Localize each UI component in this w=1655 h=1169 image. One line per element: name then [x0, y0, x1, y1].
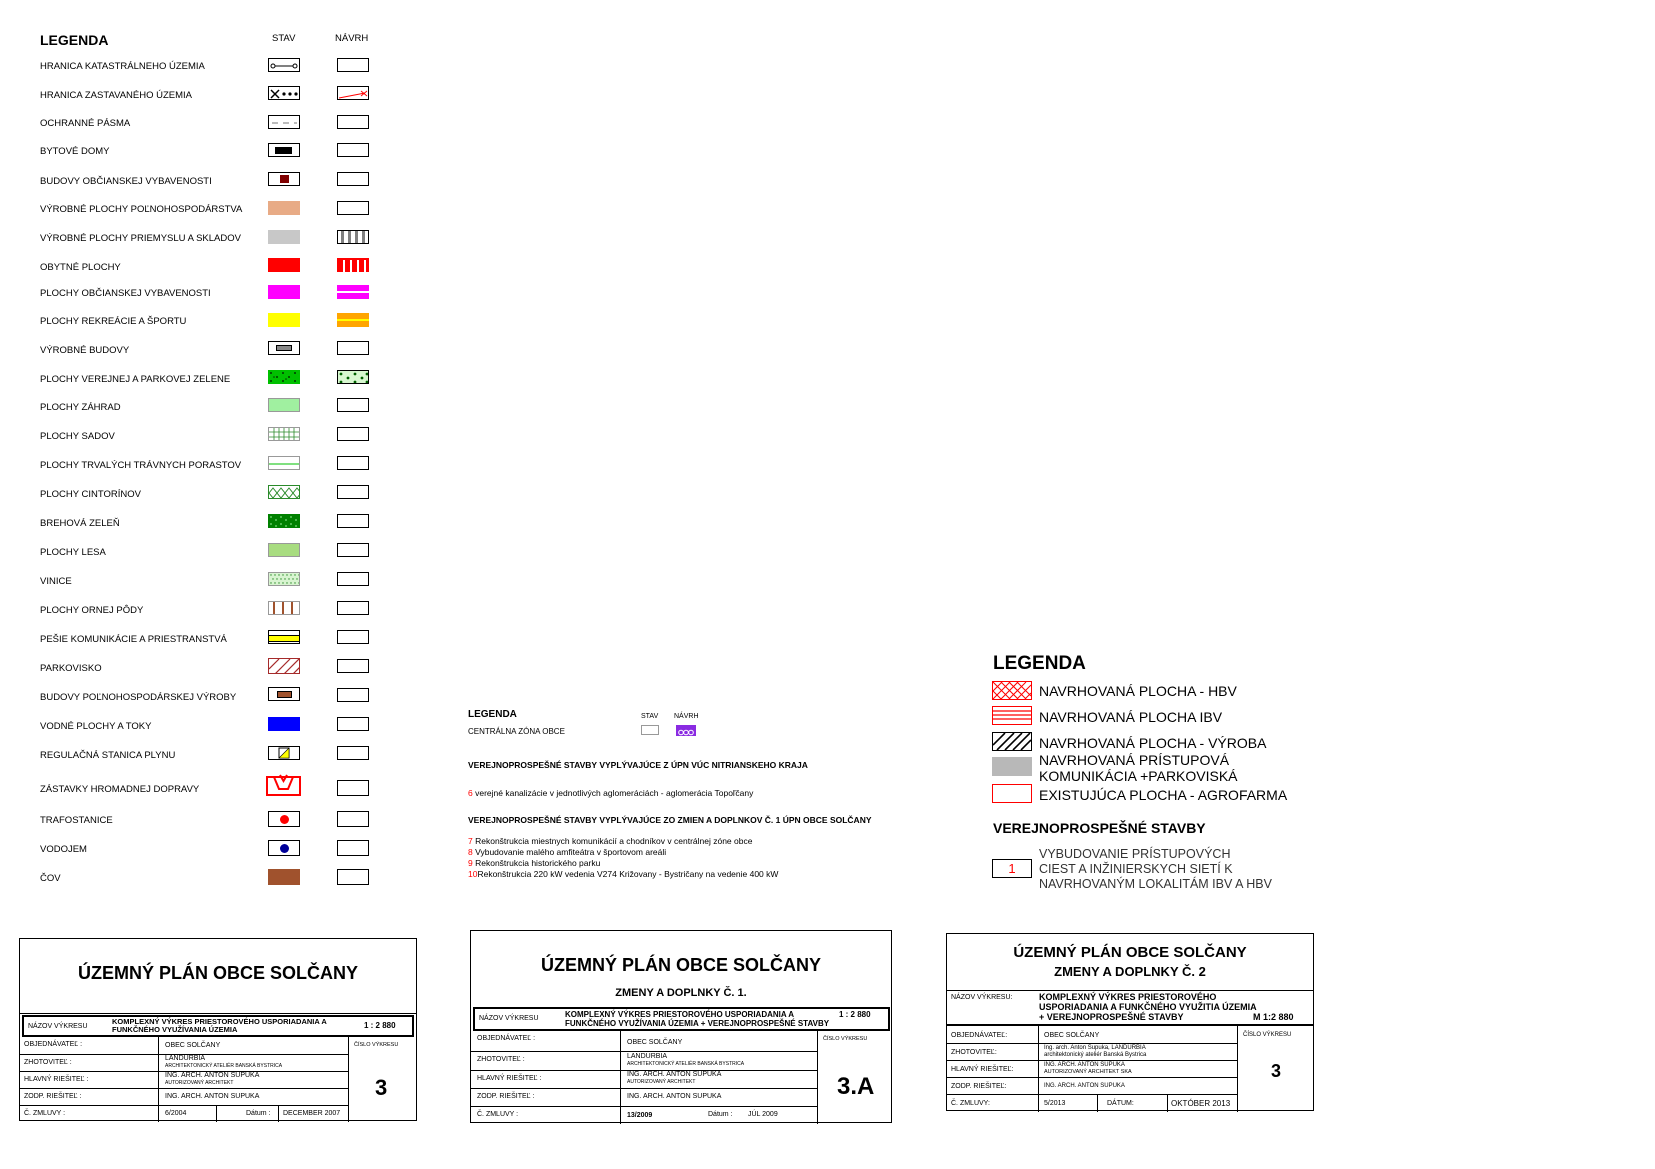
label: Č. ZMLUVY : — [477, 1111, 519, 1118]
label: Dátum : — [246, 1110, 271, 1117]
swatch-gas-station — [268, 746, 300, 760]
swatch-residential — [268, 258, 300, 272]
value: 5/2013 — [1044, 1100, 1066, 1107]
legend-label: PLOCHY CINTORÍNOV — [40, 489, 142, 500]
item-num: 9 — [468, 858, 473, 868]
label: Dátum : — [708, 1111, 733, 1118]
legend-label: VODNÉ PLOCHY A TOKY — [40, 721, 152, 732]
swatch-hbv — [992, 681, 1032, 700]
swatch-navrh-civic — [337, 285, 369, 299]
label: ČÍSLO VÝKRESU — [1243, 1032, 1292, 1038]
swatch-navrh — [337, 143, 369, 157]
title-block-1 — [19, 938, 417, 1121]
label: Č. ZMLUVY : — [24, 1110, 66, 1117]
col-navrh: NÁVRH — [335, 33, 369, 44]
swatch-navrh — [337, 688, 369, 702]
value: AUTORIZOVANÝ ARCHITEKT SKA — [1044, 1069, 1132, 1075]
mid-heading-2: VEREJNOPROSPEŠNÉ STAVBY VYPLÝVAJÚCE ZO ZMIEN A DOPLNKOV Č. 1 ÚPN OBCE SOLČANY — [468, 815, 872, 825]
swatch-agri-production — [268, 201, 300, 215]
right-item: EXISTUJÚCA PLOCHA - AGROFARMA — [1039, 787, 1288, 803]
list-item — [468, 858, 778, 869]
swatch-recreation — [268, 313, 300, 327]
value: ING. ARCH. ANTON SUPUKA — [627, 1071, 722, 1078]
drawing-name: KOMPLEXNÝ VÝKRES PRIESTOROVÉHO USPORIADANIA A — [565, 1010, 795, 1019]
legend-label: HRANICA ZASTAVANÉHO ÚZEMIA — [40, 90, 193, 101]
legend-label: ČOV — [40, 873, 61, 884]
swatch-navrh — [337, 58, 369, 72]
legend-label: VÝROBNÉ BUDOVY — [40, 345, 130, 356]
label: ČÍSLO VÝKRESU — [823, 1036, 868, 1042]
swatch-built-area-border — [268, 86, 300, 100]
value: ING. ARCH. ANTON SUPUKA — [1044, 1083, 1125, 1089]
swatch-navrh — [337, 341, 369, 355]
mid-item-list — [468, 836, 778, 880]
swatch-access-road — [992, 757, 1032, 776]
swatch-civic-area — [268, 285, 300, 299]
label: ZHOTOVITEĽ : — [477, 1056, 525, 1063]
swatch-protection-zone — [268, 115, 300, 129]
vps-line: CIEST A INŽINIERSKYCH SIETÍ K — [1039, 862, 1233, 876]
list-item — [468, 869, 778, 880]
swatch-navrh — [337, 601, 369, 615]
drawing-number: 3 — [375, 1075, 388, 1100]
legend-label: ZÁSTAVKY HROMADNEJ DOPRAVY — [40, 784, 200, 795]
label: Č. ZMLUVY: — [951, 1100, 990, 1107]
swatch-navrh — [337, 717, 369, 731]
swatch-navrh — [337, 543, 369, 557]
legend-label: REGULAČNÁ STANICA PLYNU — [40, 750, 176, 761]
swatch-central-zone-navrh — [676, 725, 696, 736]
value: ING. ARCH. ANTON SUPUKA — [165, 1072, 260, 1079]
legend-label: BYTOVÉ DOMY — [40, 146, 110, 157]
label: ČÍSLO VÝKRESU — [354, 1042, 399, 1048]
swatch-navrh-recreation — [337, 313, 369, 327]
list-item — [468, 847, 778, 858]
item-text: Rekonštrukcia 220 kW vedenia V274 Križovany - Bystričany na vedenie 400 kW — [477, 869, 779, 879]
legend-label: OCHRANNÉ PÁSMA — [40, 118, 131, 129]
right-item: NAVRHOVANÁ PLOCHA - HBV — [1039, 683, 1237, 699]
drawing-scale: M 1:2 880 — [1253, 1012, 1294, 1022]
transformer-icon — [268, 811, 300, 827]
mid-heading-1: VEREJNOPROSPEŠNÉ STAVBY VYPLÝVAJÚCE Z ÚPN VÚC NITRIANSKEHO KRAJA — [468, 760, 808, 770]
col-stav: STAV — [272, 33, 296, 44]
mid-col-stav: STAV — [641, 713, 659, 720]
swatch-park-greenery — [268, 370, 300, 384]
legend-label: PLOCHY VEREJNEJ A PARKOVEJ ZELENE — [40, 374, 231, 385]
item-num: 10 — [468, 869, 478, 879]
swatch-production-building — [268, 341, 300, 355]
value: architektonický ateliér Banská Bystrica — [1044, 1052, 1147, 1058]
legend-label: PLOCHY TRVALÝCH TRÁVNYCH PORASTOV — [40, 460, 242, 471]
swatch-navrh — [337, 115, 369, 129]
right-legend-title: LEGENDA — [993, 653, 1086, 674]
label: NÁZOV VÝKRESU — [28, 1023, 88, 1030]
swatch-navrh — [337, 811, 369, 827]
value: OBEC SOLČANY — [165, 1042, 221, 1049]
swatch-navrh — [337, 201, 369, 215]
drawing-number: 3 — [1271, 1061, 1282, 1081]
swatch-navrh — [337, 572, 369, 586]
mid-col-navrh: NÁVRH — [674, 713, 699, 720]
label: ZODP. RIEŠITEĽ: — [951, 1083, 1007, 1090]
legend-label: TRAFOSTANICE — [40, 815, 113, 826]
label: OBJEDNÁVATEĽ : — [477, 1035, 536, 1042]
title-block-subtitle: ZMENY A DOPLNKY Č. 1. — [615, 987, 747, 999]
label: DÁTUM: — [1107, 1100, 1134, 1107]
drawing-name: USPORIADANIA A FUNKČNÉHO VYUŽITIA ÚZEMIA — [1039, 1002, 1257, 1012]
label: OBJEDNÁVATEĽ: — [951, 1032, 1008, 1039]
swatch-arable — [268, 601, 300, 615]
drawing-name: KOMPLEXNÝ VÝKRES PRIESTOROVÉHO USPORIADANIA A — [112, 1017, 327, 1026]
swatch-navrh — [337, 659, 369, 673]
mid-item-num: 6 — [468, 788, 473, 798]
mid-legend-title: LEGENDA — [468, 709, 517, 720]
label: ZHOTOVITEĽ : — [24, 1059, 72, 1066]
vps-description — [1039, 847, 1272, 892]
value: LANDURBIA — [627, 1053, 668, 1060]
swatch-industry — [268, 230, 300, 244]
title-block-title: ÚZEMNÝ PLÁN OBCE SOLČANY — [77, 963, 358, 983]
legend-label: PLOCHY SADOV — [40, 431, 115, 442]
drawing-name: KOMPLEXNÝ VÝKRES PRIESTOROVÉHO — [1039, 992, 1217, 1002]
swatch-apartment — [268, 143, 300, 157]
label: NÁZOV VÝKRESU — [479, 1015, 539, 1022]
swatch-navrh-built-area — [337, 86, 369, 100]
right-item: NAVRHOVANÁ PRÍSTUPOVÁ — [1039, 752, 1230, 768]
value: ING. ARCH. ANTON SUPUKA — [1044, 1062, 1125, 1068]
swatch-orchards — [268, 427, 300, 441]
swatch-ibv — [992, 706, 1032, 725]
title-block-2 — [470, 930, 892, 1123]
value: 13/2009 — [627, 1112, 653, 1119]
swatch-riparian — [268, 514, 300, 528]
swatch-forest — [268, 543, 300, 557]
right-heading: VEREJNOPROSPEŠNÉ STAVBY — [993, 820, 1206, 836]
value: 6/2004 — [165, 1110, 187, 1117]
legend-label: VINICE — [40, 576, 72, 587]
legend-label: BREHOVÁ ZELEŇ — [40, 518, 120, 529]
mid-item-text: verejné kanalizácie v jednotlivých aglomeráciách - aglomerácia Topoľčany — [475, 788, 754, 798]
swatch-navrh-residential — [337, 258, 369, 272]
value: AUTORIZOVANÝ ARCHITEKT — [165, 1080, 234, 1086]
swatch-navrh — [337, 780, 369, 796]
drawing-name-box — [22, 1015, 414, 1037]
title-block-subtitle: ZMENY A DOPLNKY Č. 2 — [1054, 964, 1206, 979]
mid-item-label: CENTRÁLNA ZÓNA OBCE — [468, 727, 565, 736]
legend-label: PEŠIE KOMUNIKÁCIE A PRIESTRANSTVÁ — [40, 634, 227, 645]
swatch-navrh — [337, 398, 369, 412]
label: OBJEDNÁVATEĽ : — [24, 1041, 83, 1048]
drawing-scale: 1 : 2 880 — [364, 1021, 396, 1030]
label: HLAVNÝ RIEŠITEĽ : — [24, 1076, 89, 1083]
item-text: Rekonštrukcia historického parku — [475, 858, 601, 868]
swatch-vineyard — [268, 572, 300, 586]
swatch-navrh — [337, 172, 369, 186]
swatch-agri-building — [268, 687, 300, 701]
swatch-navrh — [337, 485, 369, 499]
swatch-gardens — [268, 398, 300, 412]
list-item — [468, 836, 778, 847]
label: HLAVNÝ RIEŠITEĽ: — [951, 1066, 1014, 1073]
drawing-number: 3.A — [837, 1073, 875, 1100]
vps-line: NAVRHOVANÝM LOKALITÁM IBV A HBV — [1039, 877, 1272, 891]
value: ARCHITEKTONICKÝ ATELIÉR BANSKÁ BYSTRICA — [165, 1063, 283, 1069]
value: JÚL 2009 — [748, 1111, 778, 1118]
drawing-scale: 1 : 2 880 — [839, 1010, 871, 1019]
item-text: Rekonštrukcia miestnych komunikácií a chodníkov v centrálnej zóne obce — [475, 836, 753, 846]
value: LANDURBIA — [165, 1055, 206, 1062]
value: OKTÓBER 2013 — [1171, 1099, 1231, 1108]
water-tank-icon — [268, 840, 300, 856]
swatch-navrh — [337, 427, 369, 441]
value: ARCHITEKTONICKÝ ATELIÉR BANSKÁ BYSTRICA — [627, 1061, 745, 1067]
legend-label: BUDOVY OBČIANSKEJ VYBAVENOSTI — [40, 176, 212, 187]
legend-label: PLOCHY REKREÁCIE A ŠPORTU — [40, 316, 187, 327]
vps-line: VYBUDOVANIE PRÍSTUPOVÝCH — [1039, 847, 1231, 861]
label: ZODP. RIEŠITEĽ : — [24, 1093, 82, 1100]
label: NÁZOV VÝKRESU: — [951, 994, 1013, 1001]
right-item: NAVRHOVANÁ PLOCHA IBV — [1039, 709, 1223, 725]
swatch-pedestrian — [268, 630, 300, 644]
value: Ing. arch. Anton Supuka, LANDURBIA — [1044, 1045, 1146, 1051]
swatch-agrofarm — [992, 784, 1032, 803]
drawing-name: FUNKČNÉHO VYUŽÍVANIA ÚZEMIA — [112, 1025, 238, 1034]
label: HLAVNÝ RIEŠITEĽ : — [477, 1075, 542, 1082]
legend-label: VÝROBNÉ PLOCHY PRIEMYSLU A SKLADOV — [40, 233, 241, 244]
value: AUTORIZOVANÝ ARCHITEKT — [627, 1079, 696, 1085]
drawing-name-box — [947, 990, 1313, 1026]
swatch-civic-building — [268, 172, 300, 186]
legend-label: PLOCHY OBČIANSKEJ VYBAVENOSTI — [40, 288, 211, 299]
mid-item-6 — [468, 788, 753, 798]
value: OBEC SOLČANY — [627, 1039, 683, 1046]
title-block-title: ÚZEMNÝ PLÁN OBCE SOLČANY — [540, 955, 821, 975]
swatch-parking — [268, 658, 300, 674]
swatch-navrh-park — [337, 370, 369, 384]
legend-label: PLOCHY LESA — [40, 547, 106, 558]
item-text: Vybudovanie malého amfiteátra v športovom areáli — [475, 847, 667, 857]
swatch-grassland — [268, 456, 300, 470]
right-item: NAVRHOVANÁ PLOCHA - VÝROBA — [1039, 735, 1267, 751]
title-block-title: ÚZEMNÝ PLÁN OBCE SOLČANY — [1013, 944, 1247, 961]
legend-label: VÝROBNÉ PLOCHY POĽNOHOSPODÁRSTVA — [40, 204, 243, 215]
legend-label: PARKOVISKO — [40, 663, 102, 674]
swatch-central-zone-stav — [641, 725, 659, 735]
legend-label: PLOCHY ZÁHRAD — [40, 402, 121, 413]
item-num: 7 — [468, 836, 473, 846]
legend-label: OBYTNÉ PLOCHY — [40, 262, 121, 273]
legend-title: LEGENDA — [40, 32, 109, 48]
legend-label: BUDOVY POĽNOHOSPODÁRSKEJ VÝROBY — [40, 692, 237, 703]
legend-label: VODOJEM — [40, 844, 87, 855]
title-block-3 — [946, 933, 1314, 1111]
swatch-cadastral-border — [268, 58, 300, 72]
value: DECEMBER 2007 — [283, 1110, 341, 1117]
swatch-navrh — [337, 456, 369, 470]
swatch-water — [268, 717, 300, 731]
drawing-name-box — [473, 1007, 890, 1031]
swatch-production — [992, 732, 1032, 751]
label: ZHOTOVITEĽ: — [951, 1049, 997, 1056]
legend-label: HRANICA KATASTRÁLNEHO ÚZEMIA — [40, 61, 205, 72]
swatch-navrh — [337, 840, 369, 856]
drawing-name: + VEREJNOPROSPEŠNÉ STAVBY — [1039, 1012, 1184, 1022]
drawing-name: FUNKČNÉHO VYUŽÍVANIA ÚZEMIA + VEREJNOPROSPEŠNÉ STAVBY — [565, 1019, 830, 1028]
swatch-navrh — [337, 746, 369, 760]
swatch-sewage — [268, 869, 300, 885]
value: ING. ARCH. ANTON SUPUKA — [627, 1093, 722, 1100]
swatch-navrh — [337, 514, 369, 528]
right-item: KOMUNIKÁCIA +PARKOVISKÁ — [1039, 768, 1238, 784]
value: ING. ARCH. ANTON SUPUKA — [165, 1093, 260, 1100]
legend-label: PLOCHY ORNEJ PÔDY — [40, 605, 144, 616]
bus-stop-icon — [266, 773, 302, 802]
item-num: 8 — [468, 847, 473, 857]
vps-number-badge: 1 — [992, 859, 1032, 878]
value: OBEC SOLČANY — [1044, 1032, 1100, 1039]
swatch-cemetery — [268, 485, 300, 499]
label: ZODP. RIEŠITEĽ : — [477, 1093, 535, 1100]
swatch-navrh — [337, 630, 369, 644]
swatch-navrh-industry — [337, 230, 369, 244]
swatch-navrh — [337, 869, 369, 885]
